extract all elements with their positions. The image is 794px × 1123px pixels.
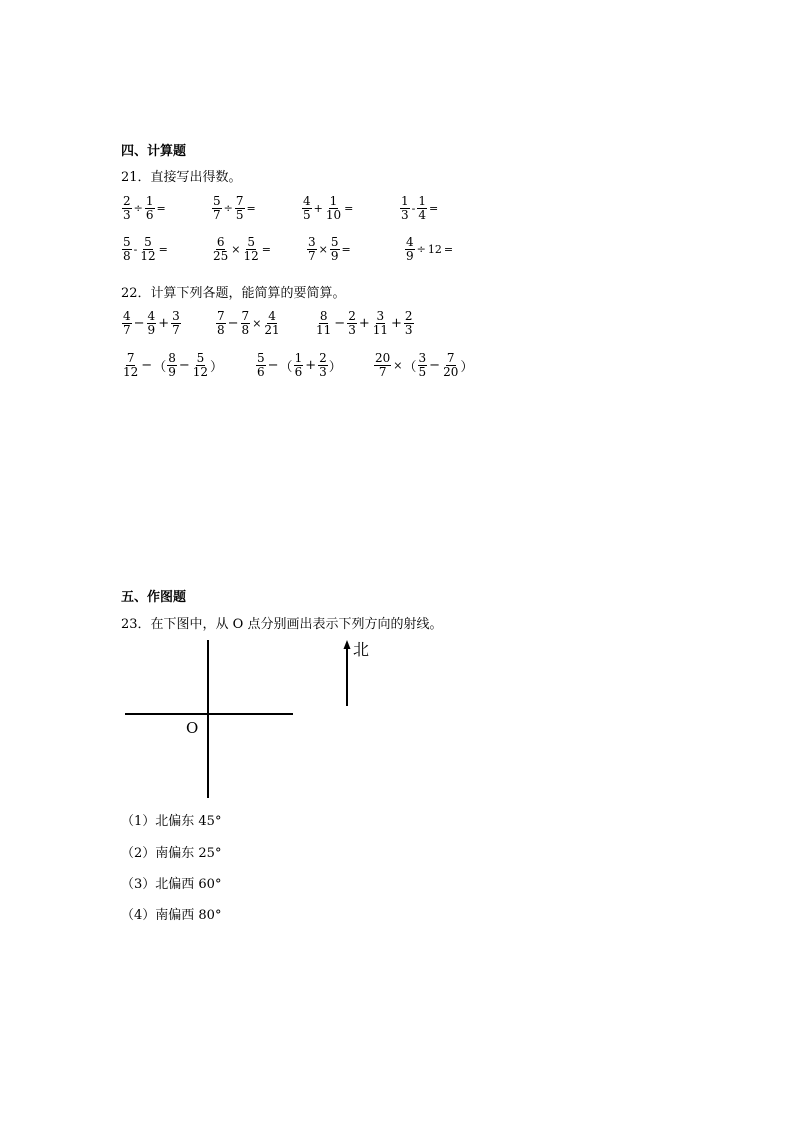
section-5-title: 五、作图题 — [121, 590, 187, 605]
section-4-title: 四、计算题 — [121, 144, 187, 159]
q21-item-1: $\frac{2}{3}$ ÷ $\frac{1}{6}$ = — [123, 194, 166, 222]
q21-item-3: $\frac{4}{5}$ + $\frac{1}{10}$ = — [303, 194, 354, 222]
q22-expr-1: $\frac{4}{7}$ − $\frac{4}{9}$ + $\frac{3}{7}$ — [123, 309, 180, 337]
direction-diagram — [120, 636, 390, 802]
option-3: （3）北偏西 60° — [121, 877, 222, 892]
option-1: （1）北偏东 45° — [121, 814, 222, 829]
question-21-stem: 21．直接写出得数。 — [121, 170, 242, 185]
q21-item-7: $\frac{3}{7}$ × $\frac{5}{9}$ = — [308, 235, 351, 263]
q21-item-4: $\frac{1}{3}$ - $\frac{1}{4}$ = — [401, 194, 439, 222]
option-2: （2）南偏东 25° — [121, 846, 222, 861]
q21-item-2: $\frac{5}{7}$ ÷ $\frac{7}{5}$ = — [213, 194, 256, 222]
q22-expr-2: $\frac{7}{8}$ − $\frac{7}{8}$ × $\frac{4}{21}$ — [217, 309, 280, 337]
question-23-stem: 23．在下图中，从 O 点分别画出表示下列方向的射线。 — [121, 617, 443, 632]
q22-expr-3: $\frac{8}{11}$ − $\frac{2}{3}$ + $\frac{3}{11}$ + $\frac{2}{3}$ — [316, 309, 413, 337]
north-arrow-head — [344, 640, 351, 649]
question-22-stem: 22．计算下列各题，能简算的要简算。 — [121, 286, 346, 301]
q22-expr-5: $\frac{5}{6}$ − （ $\frac{1}{6}$ + $\frac{2}{3}$ ） — [257, 351, 342, 379]
q21-item-8: $\frac{4}{9}$ ÷ 12 = — [406, 235, 454, 263]
q22-expr-4: $\frac{7}{12}$ − （ $\frac{8}{9}$ − $\frac{5}{12}$ ） — [123, 351, 224, 379]
option-4: （4）南偏西 80° — [121, 908, 222, 923]
origin-label: O — [186, 719, 199, 737]
q21-item-6: $\frac{6}{25}$ × $\frac{5}{12}$ = — [213, 235, 271, 263]
north-label: 北 — [353, 640, 370, 659]
q21-item-5: $\frac{5}{8}$ - $\frac{5}{12}$ = — [123, 235, 168, 263]
q22-expr-6: $\frac{20}{7}$ × （ $\frac{3}{5}$ − $\frac{7}{20}$ ） — [375, 351, 474, 379]
